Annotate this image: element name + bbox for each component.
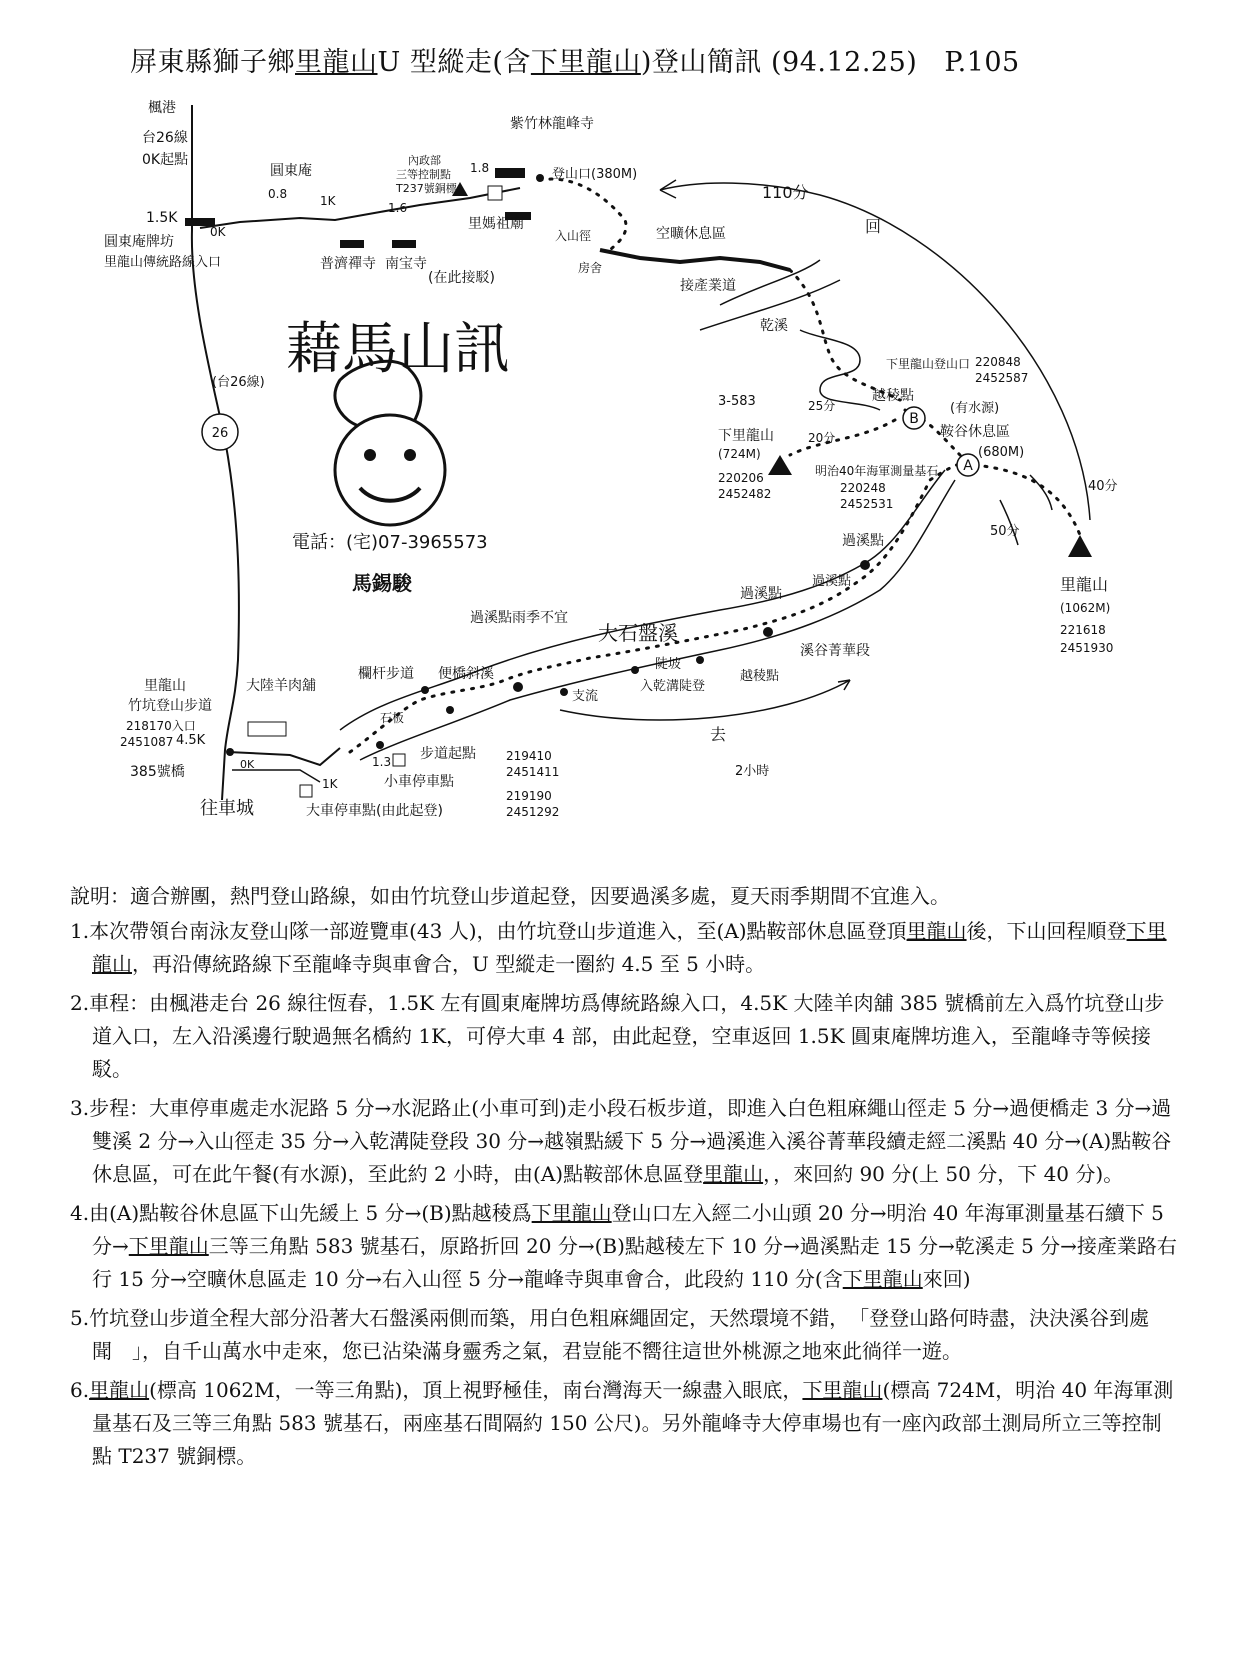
svg-text:1.8: 1.8 [470, 161, 490, 175]
svg-text:(724M): (724M) [718, 447, 761, 461]
svg-text:圓東庵: 圓東庵 [270, 163, 312, 179]
svg-text:0K起點: 0K起點 [142, 152, 189, 168]
svg-text:221618: 221618 [1060, 623, 1106, 637]
svg-text:支流: 支流 [572, 689, 599, 704]
svg-text:過溪點雨季不宜: 過溪點雨季不宜 [470, 610, 568, 626]
svg-text:50分: 50分 [990, 524, 1020, 539]
note-item: 1.本次帶領台南泳友登山隊一部遊覽車(43 人)，由竹坑登山步道進入，至(A)點鞍部休息區登頂里龍山後，下山回程順登下里龍山，再沿傳統路線下至龍峰寺與車會合，U 型縱走一圈約 4.5 至 5 小時。 [70, 919, 1167, 976]
svg-text:入山徑: 入山徑 [555, 229, 592, 243]
svg-text:2452482: 2452482 [718, 487, 772, 501]
svg-text:2小時: 2小時 [735, 764, 770, 779]
svg-text:大石盤溪: 大石盤溪 [598, 621, 678, 645]
svg-text:南宝寺: 南宝寺 [385, 256, 427, 272]
svg-text:空曠休息區: 空曠休息區 [656, 226, 726, 242]
note-item: 6.里龍山(標高 1062M，一等三角點)，頂上視野極佳，南台灣海天一線盡入眼底，下里龍山(標高 724M，明治 40 年海軍測量基石及三等三角點 583 號基石，兩座基石間隔約 150 公尺)。另外龍峰寺大停車場也有一座內政部土測局所立三等控制點 T237 號銅標。 [70, 1378, 1174, 1468]
svg-text:圓東庵牌坊: 圓東庵牌坊 [104, 234, 174, 250]
svg-text:乾溪: 乾溪 [760, 318, 788, 334]
notes-intro: 說明：適合辦團，熱門登山路線，如由竹坑登山步道起登，因要過溪多處，夏天雨季期間不宜進入。 [70, 884, 950, 908]
highway-26 [192, 105, 239, 800]
svg-text:2451292: 2451292 [506, 805, 560, 819]
svg-text:219190: 219190 [506, 789, 552, 803]
svg-text:竹坑登山步道: 竹坑登山步道 [128, 698, 212, 714]
svg-text:1.5K: 1.5K [146, 210, 178, 226]
svg-text:過溪點: 過溪點 [842, 533, 884, 549]
svg-text:下里龍山登山口: 下里龍山登山口 [886, 357, 971, 371]
svg-text:A: A [963, 458, 973, 474]
svg-text:房舍: 房舍 [578, 261, 603, 275]
svg-text:陡坡: 陡坡 [655, 657, 682, 672]
page-number: P.105 [944, 47, 1020, 78]
shop-icon [248, 722, 286, 736]
svg-text:385號橋: 385號橋 [130, 764, 185, 780]
svg-text:三等控制點: 三等控制點 [396, 168, 451, 181]
svg-text:(680M): (680M) [978, 445, 1025, 460]
svg-text:馬錫駿: 馬錫駿 [352, 571, 412, 595]
svg-text:4.5K: 4.5K [176, 733, 206, 748]
svg-text:登山口(380M): 登山口(380M) [552, 167, 638, 182]
svg-text:石板: 石板 [380, 711, 405, 725]
svg-text:220206: 220206 [718, 471, 764, 485]
svg-text:往車城: 往車城 [200, 798, 254, 819]
parking-icon [488, 186, 502, 200]
svg-text:26: 26 [211, 426, 229, 441]
svg-text:楓港: 楓港 [148, 100, 176, 116]
parking-icon [393, 754, 405, 766]
notes-section [70, 880, 1180, 1479]
svg-text:220848: 220848 [975, 355, 1021, 369]
svg-text:2451411: 2451411 [506, 765, 560, 779]
svg-text:110分: 110分 [762, 183, 809, 202]
svg-text:(在此接駁): (在此接駁) [428, 270, 495, 286]
svg-text:219410: 219410 [506, 749, 552, 763]
parking-icon [300, 785, 312, 797]
svg-text:40分: 40分 [1088, 479, 1118, 494]
svg-text:過溪點: 過溪點 [740, 586, 782, 602]
svg-text:大車停車點(由此起登): 大車停車點(由此起登) [306, 803, 443, 819]
svg-text:0K: 0K [210, 225, 226, 239]
svg-text:溪谷菁華段: 溪谷菁華段 [800, 643, 870, 659]
svg-text:接產業道: 接產業道 [680, 278, 736, 294]
temple-icon [340, 240, 364, 248]
svg-text:B: B [909, 411, 919, 427]
note-item: 4.由(A)點鞍谷休息區下山先緩上 5 分→(B)點越稜爲下里龍山登山口左入經二小山頭 20 分→明治 40 年海軍測量基石續下 5 分→下里龍山三等三角點 583 號基石，原路折回 20 分→(B)點越稜左下 10 分→過溪點走 15 分→乾溪走 5 分→接產業路右行 15 分→空曠休息區走 10 分→右入山徑 5 分→龍峰寺與車會合，此段約 110 分(含下里龍山來回) [70, 1201, 1177, 1291]
svg-text:里龍山傳統路線入口: 里龍山傳統路線入口 [104, 255, 222, 270]
svg-text:紫竹林龍峰寺: 紫竹林龍峰寺 [510, 116, 594, 132]
svg-text:1K: 1K [320, 194, 336, 208]
svg-text:越稜點: 越稜點 [740, 669, 780, 684]
svg-text:25分: 25分 [808, 399, 836, 413]
temple-icon [392, 240, 416, 248]
svg-text:去: 去 [710, 725, 727, 744]
xialilong-peak-icon [768, 455, 792, 475]
svg-text:3-583: 3-583 [718, 394, 756, 409]
industry-road [600, 250, 790, 270]
svg-text:2452531: 2452531 [840, 497, 894, 511]
svg-text:大陸羊肉舖: 大陸羊肉舖 [246, 678, 316, 694]
svg-text:入乾溝陡登: 入乾溝陡登 [640, 679, 706, 694]
svg-text:0.8: 0.8 [268, 187, 288, 201]
svg-text:(1062M): (1062M) [1060, 601, 1111, 615]
svg-text:2452587: 2452587 [975, 371, 1029, 385]
svg-text:步道起點: 步道起點 [420, 746, 476, 762]
svg-text:內政部: 內政部 [408, 154, 441, 167]
svg-text:普濟禪寺: 普濟禪寺 [320, 256, 376, 272]
svg-text:里龍山: 里龍山 [144, 678, 186, 694]
date: (94.12.25) [771, 47, 918, 78]
svg-text:鞍谷休息區: 鞍谷休息區 [940, 424, 1010, 440]
note-item: 5.竹坑登山步道全程大部分沿著大石盤溪兩側而築，用白色粗麻繩固定，天然環境不錯， 「登登山路何時盡，決決溪谷到處聞 」，自千山萬水中走來，您已沾染滿身靈秀之氣，君豈能不嚮往這世外桃源之地來此徜徉一遊。 [70, 1306, 1150, 1363]
svg-text:(台26線): (台26線) [212, 375, 265, 390]
svg-text:1.6: 1.6 [388, 201, 408, 215]
svg-text:1K: 1K [322, 777, 338, 791]
svg-text:便橋斜溪: 便橋斜溪 [438, 666, 494, 682]
svg-text:電話：(宅)07-3965573: 電話：(宅)07-3965573 [292, 532, 488, 553]
temple-icon [495, 168, 525, 178]
svg-text:欄杆步道: 欄杆步道 [358, 666, 414, 682]
svg-text:218170入口: 218170入口 [126, 719, 196, 733]
svg-text:220248: 220248 [840, 481, 886, 495]
lilong-peak-icon [1068, 535, 1092, 557]
smiley-icon [335, 415, 445, 525]
svg-text:2451930: 2451930 [1060, 641, 1114, 655]
svg-text:1.3: 1.3 [372, 755, 392, 769]
svg-text:回: 回 [865, 217, 882, 236]
svg-text:里龍山: 里龍山 [1060, 575, 1109, 594]
svg-text:20分: 20分 [808, 431, 836, 445]
svg-text:T237號銅標: T237號銅標 [396, 182, 457, 195]
logo [335, 361, 445, 525]
svg-text:台26線: 台26線 [142, 130, 188, 146]
svg-text:明治40年海軍測量基石: 明治40年海軍測量基石 [815, 464, 939, 478]
note-item: 3.步程：大車停車處走水泥路 5 分→水泥路止(小車可到)走小段石板步道，即進入白色粗麻繩山徑走 5 分→過便橋走 3 分→過雙溪 2 分→入山徑走 35 分→入乾溝陡登段 30 分→越嶺點緩下 5 分→過溪進入溪谷菁華段續走經二溪點 40 分→(A)點鞍谷休息區，可在此午餐(有水源)，至此約 2 小時，由(A)點鞍部休息區登里龍山，，來回約 90 分(上 50 分，下 40 分)。 [70, 1096, 1172, 1186]
svg-text:過溪點: 過溪點 [812, 574, 852, 589]
svg-text:里媽祖廟: 里媽祖廟 [468, 216, 524, 232]
svg-text:小車停車點: 小車停車點 [384, 774, 454, 790]
page-title: 屏東縣獅子鄉里龍山U 型縱走(含下里龍山)登山簡訊 (94.12.25) P.105 [130, 47, 1020, 78]
svg-text:(有水源): (有水源) [950, 401, 1000, 416]
svg-text:越稜點: 越稜點 [872, 388, 914, 404]
svg-text:2451087: 2451087 [120, 735, 174, 749]
note-item: 2.車程：由楓港走台 26 線往恆春，1.5K 左有圓東庵牌坊爲傳統路線入口，4.5K 大陸羊肉舖 385 號橋前左入爲竹坑登山步道入口，左入沿溪邊行駛過無名橋約 1K，可停大車 4 部，由此起登，空車返回 1.5K 圓東庵牌坊進入，至龍峰寺等候接駁。 [70, 991, 1165, 1081]
svg-text:藉馬山訊: 藉馬山訊 [286, 317, 510, 382]
svg-text:下里龍山: 下里龍山 [718, 428, 774, 444]
svg-text:0K: 0K [240, 758, 255, 771]
